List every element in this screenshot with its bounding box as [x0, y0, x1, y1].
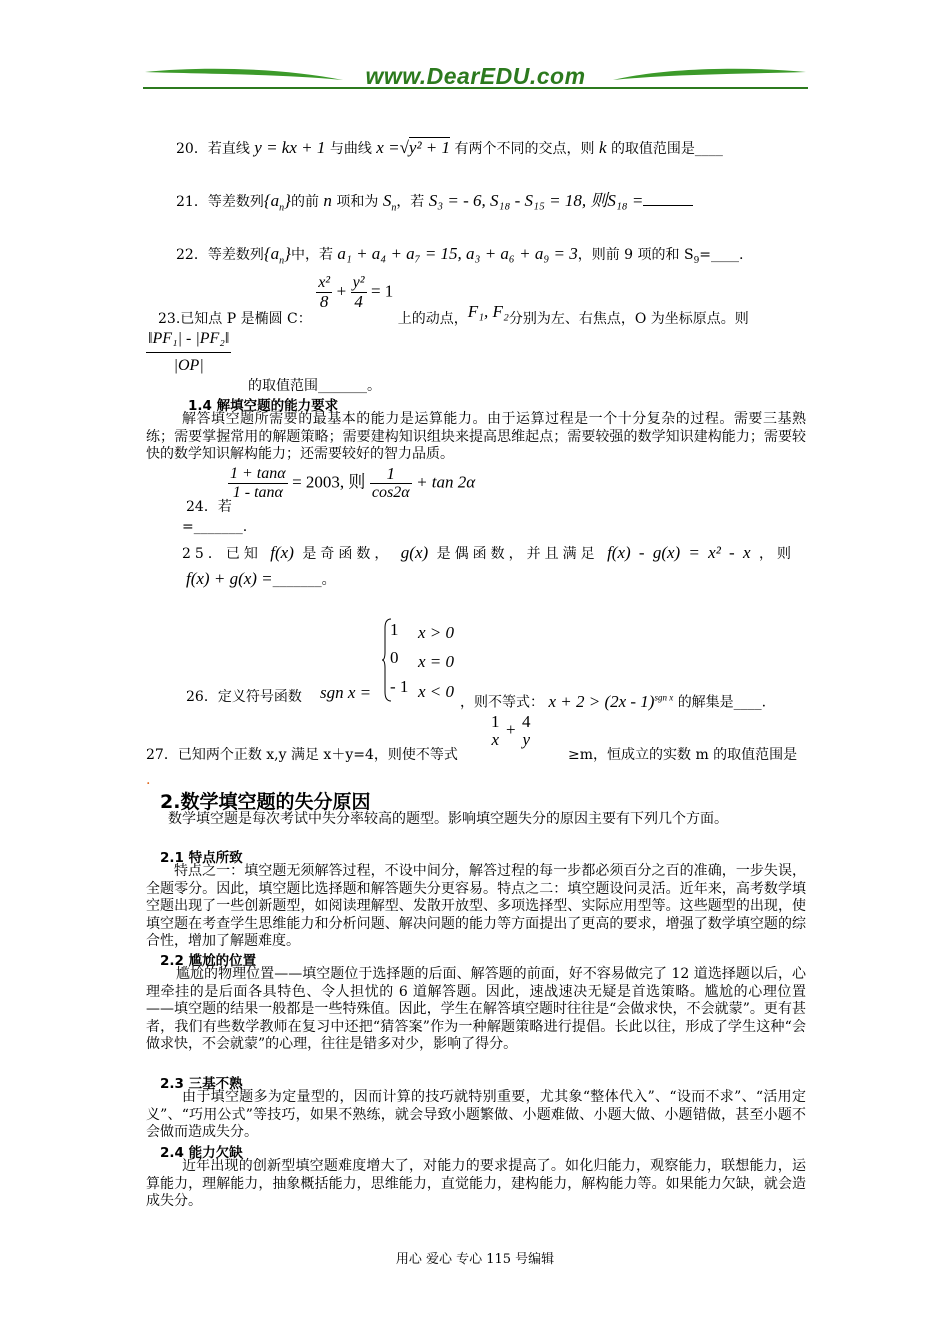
- q21-mid2: 项和为: [336, 194, 379, 210]
- section-2-4-title: 2.4 能力欠缺: [160, 1145, 243, 1161]
- q23-suffix: 的取值范围_______。: [248, 378, 381, 394]
- question-20: [176, 139, 723, 158]
- q23-ratio-num: ‖PF₁| - |PF₂‖: [146, 330, 231, 353]
- q26-case1-cond: x > 0: [418, 623, 455, 642]
- sqrt-icon: √: [399, 138, 409, 157]
- q25-g: g(x): [400, 543, 429, 562]
- q26-prefix: 26．定义符号函数: [186, 689, 302, 705]
- q20-curve-lhs: x =: [376, 138, 400, 157]
- section-2-2-title: 2.2 尴尬的位置: [160, 953, 257, 969]
- section-2-2-text: 尴尬的物理位置——填空题位于选择题的后面、解答题的前面，好不容易做完了 12 道选择题以后，心理牵挂的是后面各具特色、令人担忧的 6 道解答题。因此，速战速决无疑是首选策略。尴尬的心理位置——填空题的结果一般都是一些特殊值。因此，学生在解答填空题时往往是“会做求快，不会就蒙”。更有甚者，我们有些数学教师在复习中还把“猜答案”作为一种解题策略进行提倡。长此以往，形成了学生这种“会做求快，不会就蒙”的心理，往往是错多对少，影响了得分。: [146, 966, 806, 1052]
- q27-dot: .: [146, 772, 151, 788]
- q20-line-equation: y = kx + 1: [254, 138, 326, 157]
- q25-t1: 是奇函数，: [302, 546, 393, 562]
- q21-n: n: [323, 191, 332, 210]
- q26-sgn: sgn x =: [320, 683, 372, 702]
- q23-ratio-den: |OP|: [173, 357, 204, 374]
- q20-suffix: 的取值范围是____: [610, 141, 723, 157]
- q22-prefix: 22．等差数列: [176, 247, 264, 263]
- q26-tail: [460, 688, 766, 712]
- q23-prefix: 23.已知点 P 是椭圆 C：: [158, 310, 312, 327]
- q23-equals-one: = 1: [370, 281, 394, 301]
- section-1-4-title: 1.4 解填空题的能力要求: [188, 398, 339, 414]
- q22-seq: $\{a_n\}$: [263, 244, 291, 267]
- q20-mid2: 有两个不同的交点，则: [454, 141, 595, 157]
- q25-f: f(x): [270, 543, 294, 562]
- q21-mid3: ，若: [396, 194, 425, 210]
- q26-case3-value: - 1: [390, 677, 409, 696]
- q26-inequality: x + 2 > (2x - 1)$^{sgn x}$: [548, 691, 674, 711]
- q23-mid: 上的动点，: [397, 310, 468, 327]
- q20-mid: 与曲线: [329, 141, 372, 157]
- q21-sn: $S_n$: [382, 191, 397, 214]
- q26-mid: ，则不等式：: [460, 694, 544, 711]
- q21-prefix: 21．等差数列: [176, 194, 264, 210]
- page-footer: 用心 爱心 专心 115 号编辑: [395, 1252, 555, 1267]
- question-22: [176, 245, 743, 270]
- section-1-4-text: 解答填空题所需要的最基本的能力是运算能力。由于运算过程是一个十分复杂的过程。需要三基熟练；需要掌握常用的解题策略；需要建构知识组块来提高思维起点；需要较强的数学知识建构能力；需要较快的数学知识解构能力；还需要较好的智力品质。: [146, 411, 806, 462]
- q24-tail: + tan 2α: [416, 472, 476, 492]
- q22-suffix: ，则前 9 项的和 $S_9=\_\_\_\_$.: [577, 247, 744, 266]
- section-2-3-text: 由于填空题多为定量型的，因而计算的技巧就特别重要，尤其象“整体代入”、“设而不求”、“活用定义”、“巧用公式”等技巧，如果不熟练，就会导致小题繁做、小题难做、小题大做、小题错做，甚至小题不会做而造成失分。: [146, 1089, 806, 1140]
- site-logo-text[interactable]: www.DearEDU.com: [365, 63, 586, 89]
- header-banner: [143, 62, 808, 94]
- q25-line2: f(x) + g(x) =_______。: [186, 569, 336, 588]
- section-2-3-title: 2.3 三基不熟: [160, 1076, 243, 1092]
- q27-formula: [489, 713, 533, 749]
- q24-frac1: $\frac{1 + \tan\alpha}{1 - \tan\alpha}$: [230, 465, 286, 501]
- q20-prefix: 20．若直线: [176, 141, 250, 157]
- q27-suffix: ≥m，恒成立的实数 m 的取值范围是: [568, 747, 798, 763]
- q25-t2: 是偶函数，并且满足: [436, 546, 599, 562]
- q26-case3-cond: x < 0: [418, 682, 455, 701]
- q21-mid: 的前: [290, 194, 319, 210]
- q21-seq: $\{a_n\}$: [263, 191, 291, 214]
- q25-label: 25．已知: [182, 546, 262, 562]
- section-2-title: 2.数学填空题的失分原因: [160, 791, 371, 813]
- q23-frac-x: $\frac{\text{x²}}{8}$: [318, 274, 331, 311]
- q24-frac2: $\frac{1}{\cos 2\alpha}$: [371, 464, 410, 501]
- q22-mid: 中，若: [290, 247, 333, 263]
- section-2-intro: 数学填空题是每次考试中失分率较高的题型。影响填空题失分的原因主要有下列几个方面。: [168, 811, 728, 827]
- q23-frac-y: $\frac{\text{y²}}{4}$: [352, 274, 365, 311]
- q23-plus: +: [336, 281, 347, 301]
- q26-case2-value: 0: [390, 648, 399, 667]
- q24-label: 24．若: [186, 499, 232, 515]
- q26-case2-cond: x = 0: [418, 652, 455, 671]
- q20-var: k: [598, 138, 607, 157]
- question-23: [158, 274, 749, 327]
- q21-answer-blank[interactable]: [643, 205, 693, 206]
- q26-suffix: 的解集是____.: [677, 694, 767, 711]
- section-2-4-text: 近年出现的创新型填空题难度增大了，对能力的要求提高了。如化归能力，观察能力，联想能力，运算能力，理解能力，抽象概括能力，思维能力，直觉能力，建构能力，解构能力等。如果能力欠缺，就会造成失分。: [146, 1158, 806, 1209]
- q25-t3: ，则: [758, 546, 795, 562]
- q24-formula: [228, 465, 475, 502]
- q23-mid2: 分别为左、右焦点，O 为坐标原点。则: [508, 310, 749, 327]
- q27-prefix: 27．已知两个正数 x,y 满足 x＋y=4，则使不等式: [146, 747, 458, 763]
- section-2-1-title: 2.1 特点所致: [160, 850, 243, 866]
- q27-plus: +: [505, 720, 516, 739]
- q23-foci: F₁, F₂: [467, 301, 509, 321]
- q24-mid: = 2003, 则: [292, 472, 366, 492]
- question-25: [182, 544, 795, 563]
- q25-eq: f(x) - g(x) = x² - x: [607, 543, 751, 562]
- q21-condition: S₃ = - 6, S₁₈ - S₁₅ = 18, 则S₁₈ =: [428, 191, 644, 210]
- section-2-1-text: 特点之一：填空题无须解答过程，不设中间分，解答过程的每一步都必须百分之百的准确，一步失误，全题零分。因此，填空题比选择题和解答题失分更容易。特点之二：填空题设问灵活。近年来，高考数学填空题出现了一些创新题型，如阅读理解型、发散开放型、多项选择型、实际应用型等。这些题型的出现，使填空题在考查学生思维能力和分析问题、解决问题的能力等方面提出了更高的要求，增强了数学填空题的综合性，增加了解题难度。: [146, 863, 806, 949]
- question-21: [176, 192, 693, 217]
- q23-ratio: [146, 330, 231, 375]
- q20-curve-radicand: y² + 1: [408, 138, 451, 157]
- q22-condition: a₁ + a₄ + a₇ = 15, a₃ + a₆ + a₉ = 3: [337, 244, 578, 263]
- q24-answer-line: =_______.: [182, 519, 248, 535]
- q27-frac1: 1 x: [491, 712, 500, 749]
- q26-case1-value: 1: [390, 620, 399, 639]
- q27-frac2: 4 y: [522, 712, 531, 749]
